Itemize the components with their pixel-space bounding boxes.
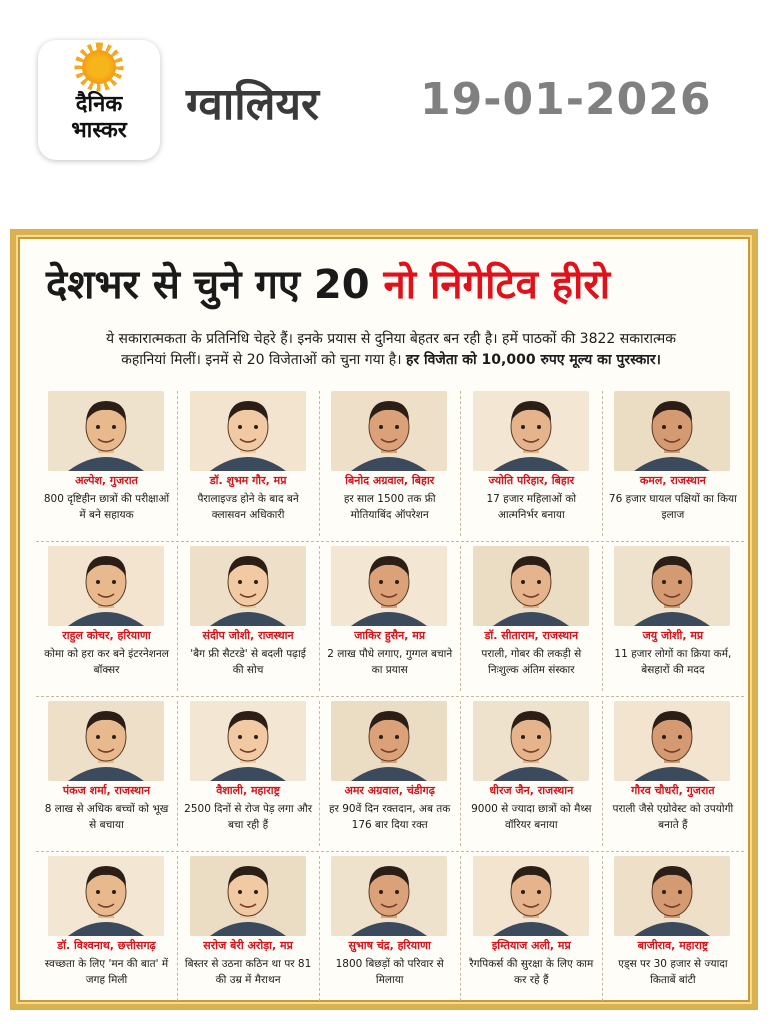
hero-portrait bbox=[48, 701, 164, 781]
portrait-illustration bbox=[190, 701, 306, 781]
hero-description: स्वच्छता के लिए 'मन की बात' में जगह मिली bbox=[44, 958, 169, 986]
portrait-illustration bbox=[614, 856, 730, 936]
hero-name: कमल, राजस्थान bbox=[639, 474, 706, 487]
hero-card bbox=[178, 387, 319, 542]
hero-portrait bbox=[473, 391, 589, 471]
intro-line2 bbox=[36, 350, 746, 371]
hero-description: पराली जैसे एग्रोवेस्ट को उपयोगी बनाते हैं bbox=[612, 803, 734, 831]
hero-portrait bbox=[473, 546, 589, 626]
hero-name: डॉ. सीताराम, राजस्थान bbox=[484, 629, 579, 642]
hero-card bbox=[319, 387, 460, 542]
hero-description: हर साल 1500 तक फ्री मोतियाबिंद ऑपरेशन bbox=[343, 493, 436, 521]
portrait-illustration bbox=[48, 856, 164, 936]
hero-name: जयु जोशी, मप्र bbox=[642, 629, 704, 642]
hero-portrait bbox=[614, 391, 730, 471]
portrait-illustration bbox=[473, 546, 589, 626]
hero-name: गौरव चौधरी, गुजरात bbox=[631, 784, 715, 797]
hero-description: 76 हजार घायल पक्षियों का किया इलाज bbox=[608, 493, 737, 521]
hero-card bbox=[461, 542, 602, 697]
portrait-illustration bbox=[614, 546, 730, 626]
hero-card bbox=[36, 852, 177, 1007]
portrait-illustration bbox=[48, 701, 164, 781]
logo-line1: दैनिक bbox=[75, 92, 123, 117]
portrait-illustration bbox=[473, 856, 589, 936]
hero-card bbox=[319, 852, 460, 1007]
hero-card bbox=[461, 697, 602, 852]
hero-portrait bbox=[473, 856, 589, 936]
hero-portrait bbox=[614, 701, 730, 781]
hero-name: सुभाष चंद्र, हरियाणा bbox=[348, 939, 431, 952]
hero-description: कोमा को हरा कर बने इंटरनेशनल बॉक्सर bbox=[44, 648, 169, 676]
hero-description: पैरालाइज्ड होने के बाद बने क्लासवन अधिकारी bbox=[197, 493, 299, 521]
hero-card bbox=[319, 697, 460, 852]
hero-card bbox=[602, 542, 743, 697]
hero-card bbox=[319, 542, 460, 697]
hero-portrait bbox=[331, 391, 447, 471]
portrait-illustration bbox=[614, 391, 730, 471]
headline-red-part: नो निगेटिव हीरो bbox=[383, 262, 611, 308]
hero-card bbox=[602, 852, 743, 1007]
hero-card bbox=[461, 387, 602, 542]
hero-card bbox=[178, 542, 319, 697]
hero-name: संदीप जोशी, राजस्थान bbox=[202, 629, 294, 642]
portrait-illustration bbox=[331, 391, 447, 471]
portrait-illustration bbox=[190, 546, 306, 626]
hero-description: 2500 दिनों से रोज पेड़ लगा और बचा रही हैं bbox=[184, 803, 313, 831]
hero-portrait bbox=[331, 856, 447, 936]
hero-portrait bbox=[48, 391, 164, 471]
hero-portrait bbox=[473, 701, 589, 781]
app-header bbox=[0, 0, 776, 190]
portrait-illustration bbox=[48, 391, 164, 471]
hero-card bbox=[36, 542, 177, 697]
portrait-illustration bbox=[331, 856, 447, 936]
hero-description: 9000 से ज्यादा छात्रों को मैथ्स वॉरियर बनाया bbox=[471, 803, 592, 831]
portrait-illustration bbox=[190, 391, 306, 471]
heroes-grid bbox=[36, 387, 744, 1007]
hero-portrait bbox=[614, 856, 730, 936]
portrait-illustration bbox=[331, 701, 447, 781]
hero-portrait bbox=[331, 701, 447, 781]
portrait-illustration bbox=[473, 391, 589, 471]
hero-description: बिस्तर से उठना कठिन था पर 81 की उम्र में मैराथन bbox=[184, 958, 312, 986]
hero-description: हर 90वें दिन रक्तदान, अब तक 176 बार दिया रक्त bbox=[329, 803, 451, 831]
hero-card bbox=[602, 387, 743, 542]
logo-text bbox=[46, 92, 152, 144]
hero-portrait bbox=[48, 856, 164, 936]
hero-name: धीरज जैन, राजस्थान bbox=[489, 784, 574, 797]
hero-name: सरोज बेरी अरोड़ा, मप्र bbox=[203, 939, 293, 952]
hero-name: इम्तियाज अली, मप्र bbox=[491, 939, 571, 952]
hero-description: 2 लाख पौधे लगाए, गुग्गल बचाने का प्रयास bbox=[327, 648, 453, 676]
portrait-illustration bbox=[473, 701, 589, 781]
edition-city: ग्वालियर bbox=[186, 79, 319, 130]
hero-name: वैशाली, महाराष्ट्र bbox=[216, 784, 280, 797]
article-headline bbox=[46, 255, 736, 319]
hero-description: 8 लाख से अधिक बच्चों को भूख से बचाया bbox=[44, 803, 169, 831]
hero-card bbox=[602, 697, 743, 852]
portrait-illustration bbox=[190, 856, 306, 936]
dainik-bhaskar-logo[interactable] bbox=[38, 40, 160, 160]
hero-description: 11 हजार लोगों का क्रिया कर्म, बेसहारों की मदद bbox=[614, 648, 732, 676]
logo-line2: भास्कर bbox=[71, 118, 127, 143]
hero-description: 'बैग फ्री सैटरडे' से बदली पढ़ाई की सोच bbox=[190, 648, 306, 676]
hero-name: बाजीराव, महाराष्ट्र bbox=[637, 939, 709, 952]
hero-name: जाकिर हुसैन, मप्र bbox=[354, 629, 426, 642]
hero-description: रैगपिकर्स की सुरक्षा के लिए काम कर रहे हैं bbox=[469, 958, 594, 986]
hero-portrait bbox=[190, 546, 306, 626]
intro-line1: ये सकारात्मकता के प्रतिनिधि चेहरे हैं। इनके प्रयास से दुनिया बेहतर बन रही है। हमें पाठकों की 3822 सकारात्मक bbox=[105, 331, 677, 347]
news-clipping bbox=[10, 229, 758, 1010]
sun-icon bbox=[82, 50, 116, 84]
portrait-illustration bbox=[614, 701, 730, 781]
hero-card bbox=[461, 852, 602, 1007]
hero-description: 800 दृष्टिहीन छात्रों की परीक्षाओं में बने सहायक bbox=[43, 493, 170, 521]
hero-portrait bbox=[190, 856, 306, 936]
intro-line2-bold: हर विजेता को 10,000 रुपए मूल्य का पुरस्कार। bbox=[405, 352, 661, 368]
hero-portrait bbox=[614, 546, 730, 626]
edition-date: 19-01-2026 bbox=[420, 74, 712, 125]
hero-portrait bbox=[48, 546, 164, 626]
hero-description: एड्स पर 30 हजार से ज्यादा किताबें बांटी bbox=[618, 958, 728, 986]
hero-name: अल्पेश, गुजरात bbox=[75, 474, 138, 487]
hero-description: पराली, गोबर की लकड़ी से निःशुल्क अंतिम संस्कार bbox=[481, 648, 582, 676]
hero-portrait bbox=[190, 701, 306, 781]
hero-description: 1800 बिछड़ों को परिवार से मिलाया bbox=[335, 958, 444, 986]
hero-name: अमर अग्रवाल, चंडीगढ़ bbox=[344, 784, 435, 797]
hero-portrait bbox=[331, 546, 447, 626]
hero-portrait bbox=[190, 391, 306, 471]
portrait-illustration bbox=[48, 546, 164, 626]
headline-black-part: देशभर से चुने गए 20 bbox=[46, 262, 370, 308]
article-intro bbox=[36, 329, 746, 371]
hero-name: डॉ. विश्वनाथ, छत्तीसगढ़ bbox=[57, 939, 156, 952]
hero-card bbox=[178, 852, 319, 1007]
hero-name: डॉ. शुभम गौर, मप्र bbox=[209, 474, 287, 487]
hero-description: 17 हजार महिलाओं को आत्मनिर्भर बनाया bbox=[486, 493, 577, 521]
hero-name: बिनोद अग्रवाल, बिहार bbox=[345, 474, 435, 487]
hero-name: ज्योति परिहार, बिहार bbox=[488, 474, 575, 487]
intro-line2-plain: कहानियां मिलीं। इनमें से 20 विजेताओं को चुना गया है। bbox=[121, 352, 402, 368]
hero-card bbox=[36, 697, 177, 852]
hero-card bbox=[178, 697, 319, 852]
portrait-illustration bbox=[331, 546, 447, 626]
hero-name: राहुल कोचर, हरियाणा bbox=[62, 629, 151, 642]
hero-card bbox=[36, 387, 177, 542]
hero-name: पंकज शर्मा, राजस्थान bbox=[62, 784, 151, 797]
